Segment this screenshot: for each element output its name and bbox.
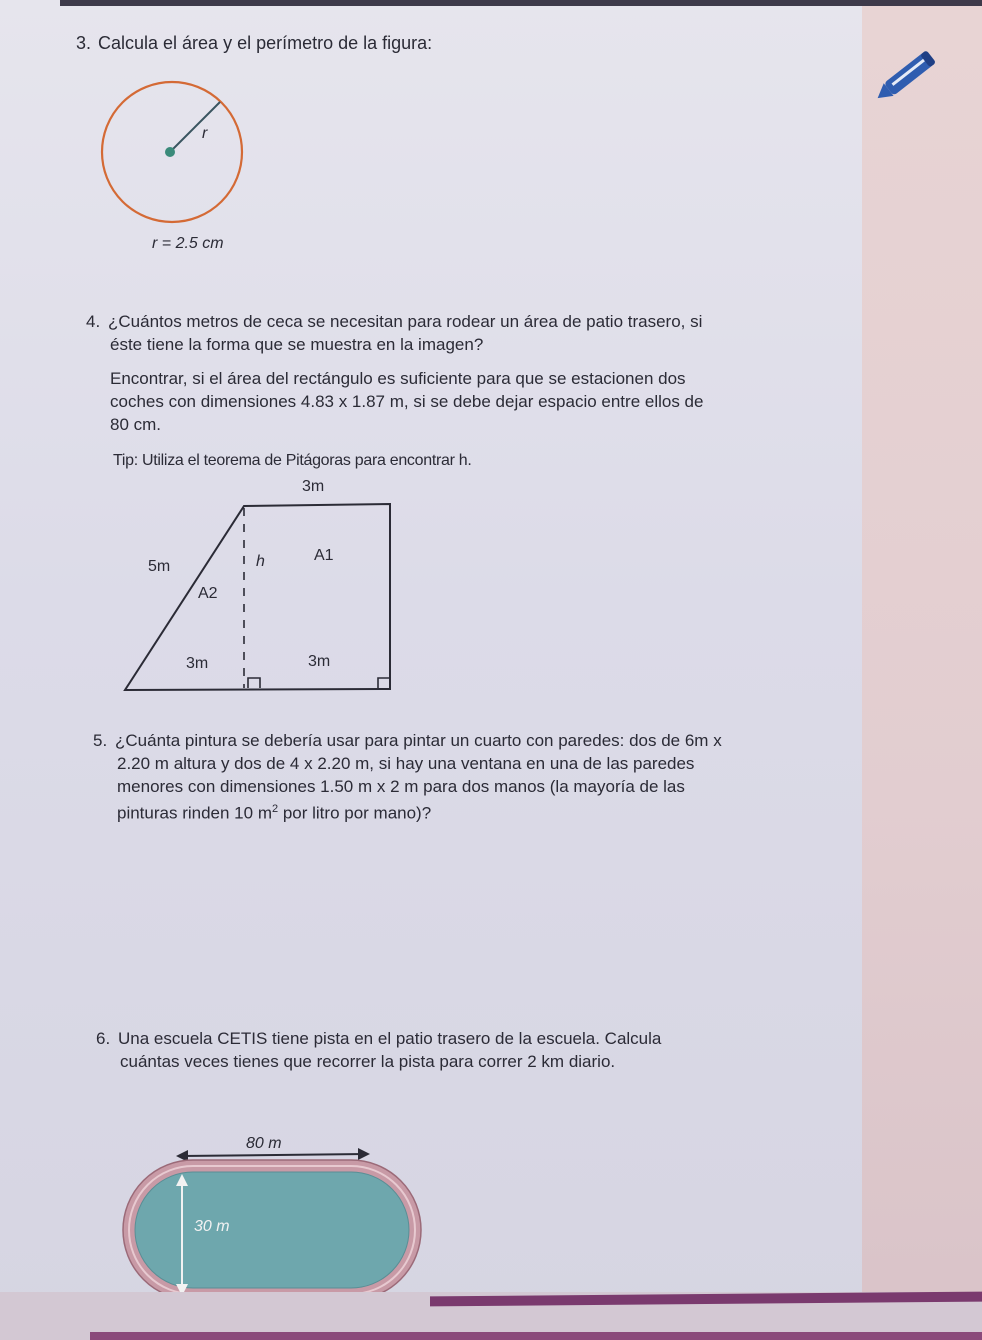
question-5-superscript: 2	[271, 803, 279, 815]
track-field	[135, 1172, 409, 1288]
pencil-icon	[866, 40, 946, 112]
width-arrow	[182, 1154, 366, 1156]
trapezoid-outline	[125, 504, 390, 690]
question-5-line4a: pinturas rinden 10 m	[117, 803, 272, 823]
area-1-label: A1	[314, 547, 334, 564]
question-5-line4b: por litro por mano)?	[278, 803, 432, 823]
track-width-label: 80 m	[246, 1135, 282, 1152]
question-4-p2-line2: coches con dimensiones 4.83 x 1.87 m, si se debe dejar espacio entre ellos de	[110, 392, 704, 411]
question-5-line2: 2.20 m altura y dos de 4 x 2.20 m, si hay una ventana en una de las paredes	[117, 754, 695, 773]
right-angle-mark-right	[378, 678, 390, 688]
question-5-number: 5.	[93, 731, 108, 750]
area-2-label: A2	[198, 585, 218, 602]
radius-caption: r = 2.5 cm	[152, 235, 224, 252]
question-3-number: 3.	[76, 33, 92, 53]
question-4-line1: ¿Cuántos metros de ceca se necesitan para rodear un área de patio trasero, si	[108, 312, 703, 331]
bottom-left-label: 3m	[186, 655, 209, 672]
question-3	[76, 32, 432, 55]
bottom-border-line-2	[90, 1332, 982, 1340]
question-4-paragraph	[110, 367, 810, 436]
bottom-right-label: 3m	[308, 653, 331, 670]
right-angle-mark-left	[248, 678, 260, 688]
question-4-line2: éste tiene la forma que se muestra en la imagen?	[110, 335, 484, 354]
top-edge	[60, 0, 982, 6]
question-5-line3: menores con dimensiones 1.50 m x 2 m para dos manos (la mayoría de las	[117, 777, 685, 796]
question-4-number: 4.	[86, 312, 101, 331]
question-3-text: Calcula el área y el perímetro de la figura:	[98, 33, 433, 53]
center-dot	[165, 147, 175, 157]
radius-label: r	[202, 125, 208, 142]
question-5	[93, 729, 828, 825]
circle-figure	[96, 80, 256, 260]
track-figure	[120, 1130, 430, 1310]
question-6	[96, 1027, 786, 1073]
track-height-label: 30 m	[194, 1218, 230, 1235]
question-4-p2-line1: Encontrar, si el área del rectángulo es suficiente para que se estacionen dos	[110, 369, 686, 388]
hypotenuse-label: 5m	[148, 558, 171, 575]
width-arrow-head-right	[358, 1148, 370, 1160]
radius-line	[170, 102, 220, 152]
question-6-line2: cuántas veces tienes que recorrer la pista para correr 2 km diario.	[120, 1052, 616, 1071]
tip-text: Tip: Utiliza el teorema de Pitágoras para encontrar h.	[113, 452, 472, 469]
question-5-line1: ¿Cuánta pintura se debería usar para pintar un cuarto con paredes: dos de 6m x	[115, 731, 722, 750]
trapezoid-figure	[120, 470, 410, 700]
question-6-line1: Una escuela CETIS tiene pista en el patio trasero de la escuela. Calcula	[118, 1029, 662, 1048]
height-label: h	[256, 553, 265, 570]
side-margin	[862, 0, 982, 1340]
question-4-p2-line3: 80 cm.	[110, 415, 162, 434]
question-6-number: 6.	[96, 1029, 111, 1048]
question-4	[86, 310, 806, 356]
top-side-label: 3m	[302, 478, 325, 495]
